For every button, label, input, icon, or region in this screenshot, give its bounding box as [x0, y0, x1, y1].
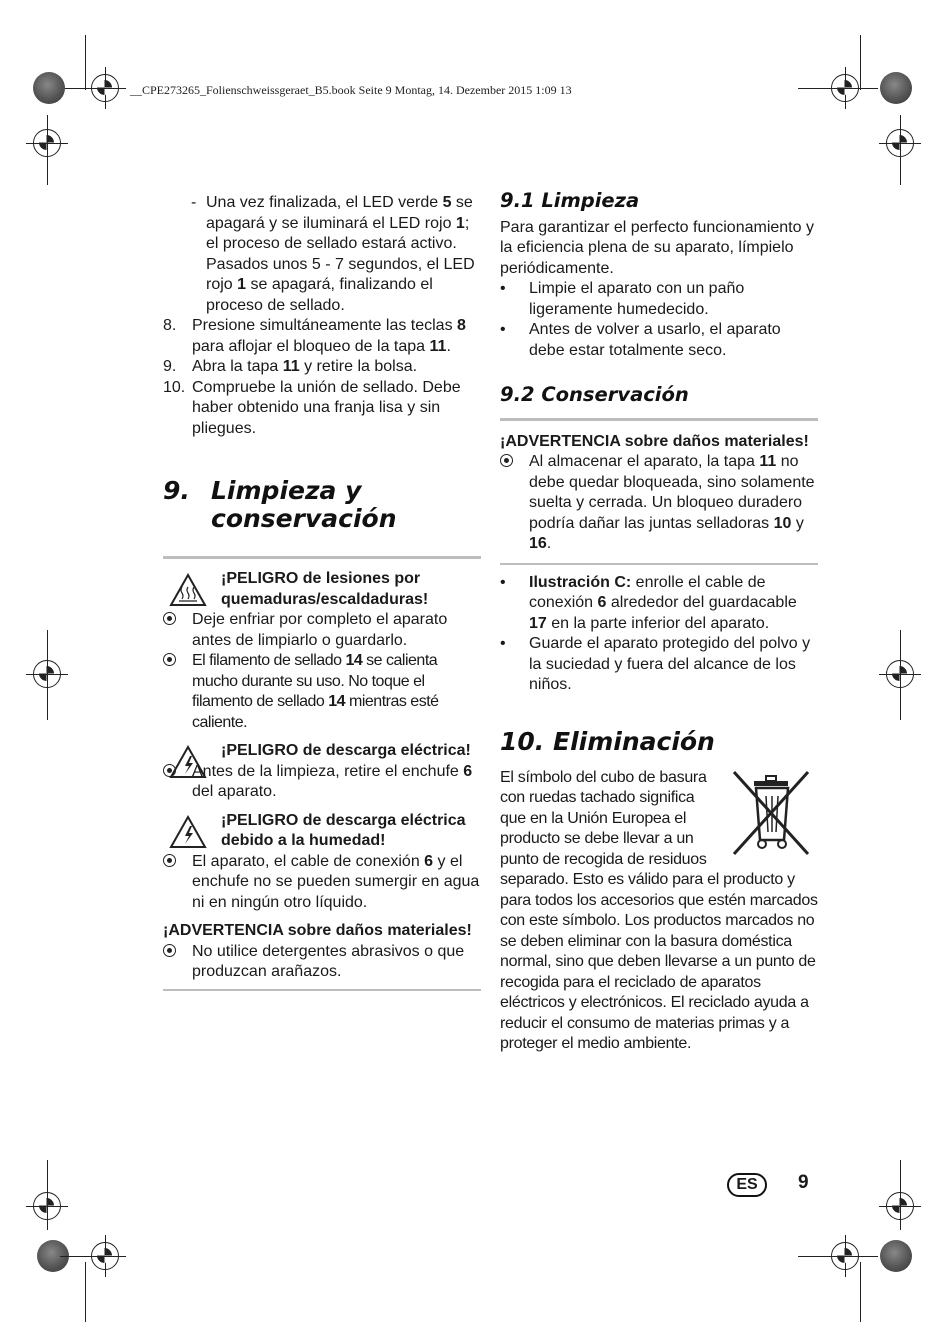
circle-bullet-icon	[163, 854, 176, 867]
step-text: Abra la tapa 11 y retire la bolsa.	[192, 358, 418, 375]
color-disk	[33, 72, 65, 104]
hot-surface-warning-icon	[169, 573, 207, 607]
disposal-block	[500, 768, 818, 1055]
section-9-1-heading: 9.1 Limpieza	[500, 189, 640, 212]
disposal-text: El símbolo del cubo de basura con ruedas tachado significa que en la Unión Europea el producto se debe llevar a un punto de recogida de residuos separado. Esto es válido para el producto y para todos los accesorios que estén marcados con este símbolo. Los productos marcados no se deben eliminar con la basura doméstica normal, sino que deben llevarse a un punto de recogida para el reciclado de aparatos eléctricos y electrónicos. El reciclado ayuda a reducir el consumo de materias primas y a proteger el medio ambiente.	[500, 768, 818, 1052]
crop-mark	[798, 1256, 878, 1257]
registration-mark	[91, 74, 119, 102]
step-item: 8. Presione simultáneamente las teclas 8 para aflojar el bloqueo de la tapa 11.	[163, 317, 466, 355]
crop-mark	[85, 35, 86, 90]
advert-item: No utilice detergentes abrasivos o que produzcan arañazos.	[163, 942, 481, 983]
advert-item: Al almacenar el aparato, la tapa 11 no debe quedar bloqueada, sino solamente suelta y cerrada. Un bloqueo duradero podría dañar las juntas selladoras 10 y 16.	[500, 452, 818, 555]
circle-bullet-icon	[500, 454, 513, 467]
crop-mark	[860, 1262, 861, 1322]
crop-mark	[860, 35, 861, 90]
advert-heading: ¡ADVERTENCIA sobre daños materiales!	[500, 432, 809, 450]
language-badge: ES	[727, 1173, 767, 1197]
step-item: 9. Abra la tapa 11 y retire la bolsa.	[163, 358, 418, 375]
circle-bullet-icon	[163, 653, 176, 666]
danger-electric-heading: ¡PELIGRO de descarga eléctrica!	[163, 741, 481, 762]
section-9-2-heading: 9.2 Conservación	[500, 383, 689, 406]
crop-mark	[47, 1160, 48, 1230]
registration-mark	[831, 74, 859, 102]
divider	[163, 989, 481, 991]
circle-bullet-icon	[163, 944, 176, 957]
section-10-heading: 10. Eliminación	[500, 726, 715, 756]
color-disk	[880, 72, 912, 104]
bullet-item: • Ilustración C: enrolle el cable de conexión 6 alrededor del guardacable 17 en la parte inferior del aparato.	[500, 573, 797, 632]
danger-item: El filamento de sellado 14 se calienta mucho durante su uso. No toque el filamento de sellado 14 mientras esté caliente.	[163, 651, 481, 733]
bullet-item: • Antes de volver a usarlo, el aparato debe estar totalmente seco.	[500, 321, 781, 359]
color-disk	[880, 1240, 912, 1272]
electric-shock-warning-icon	[169, 815, 207, 849]
danger-humidity-heading: ¡PELIGRO de descarga eléctrica debido a la humedad!	[163, 811, 481, 852]
step-text: Compruebe la unión de sellado. Debe haber obtenido una franja lisa y sin pliegues.	[192, 378, 461, 437]
danger-item: Deje enfriar por completo el aparato antes de limpiarlo o guardarlo.	[163, 610, 481, 651]
bullet-item: • Guarde el aparato protegido del polvo y la suciedad y fuera del alcance de los niños.	[500, 635, 811, 693]
crop-mark	[47, 115, 48, 185]
crop-mark	[47, 630, 48, 720]
print-header: __CPE273265_Folienschweissgeraet_B5.book Seite 9 Montag, 14. Dezember 2015 1:09 13	[130, 83, 572, 97]
circle-bullet-icon	[163, 612, 176, 625]
crop-mark	[60, 1256, 122, 1257]
danger-burn-heading: ¡PELIGRO de lesiones por quemaduras/escaldaduras!	[163, 569, 481, 610]
crop-mark	[900, 630, 901, 720]
danger-item: El aparato, el cable de conexión 6 y el enchufe no se pueden sumergir en agua ni en ningún otro líquido.	[163, 852, 481, 914]
crossed-wheelie-bin-icon	[728, 768, 814, 858]
crop-mark	[85, 1262, 86, 1322]
bullet-item: • Limpie el aparato con un paño ligeramente humedecido.	[500, 280, 745, 318]
right-column	[500, 191, 818, 1055]
page-number: 9	[798, 1172, 809, 1193]
sub-item-text: Una vez finalizada, el LED verde 5 se apagará y se iluminará el LED rojo 1; el proceso de sellado estará activo. Pasados unos 5 - 7 segundos, el LED rojo 1 se apagará, finalizando el proceso de sellado.	[206, 194, 475, 314]
circle-bullet-icon	[163, 764, 176, 777]
step-text: Presione simultáneamente las teclas 8 para aflojar el bloqueo de la tapa 11.	[192, 317, 466, 355]
crop-mark	[900, 1160, 901, 1230]
s91-intro: Para garantizar el perfecto funcionamiento y la eficiencia plena de su aparato, límpielo periódicamente.	[500, 218, 814, 277]
advert-heading: ¡ADVERTENCIA sobre daños materiales!	[163, 922, 472, 939]
danger-item: Antes de la limpieza, retire el enchufe 6 del aparato.	[163, 762, 481, 803]
left-column	[163, 193, 481, 991]
step-item: 10. Compruebe la unión de sellado. Debe haber obtenido una franja lisa y sin pliegues.	[163, 378, 461, 437]
sub-list-item: - Una vez finalizada, el LED verde 5 se apagará y se iluminará el LED rojo 1; el proceso de sellado estará activo. Pasados unos 5 - 7 segundos, el LED rojo 1 se apagará, finalizando el proceso de sellado.	[191, 194, 475, 314]
crop-mark	[900, 115, 901, 185]
section-9-heading: 9. Limpieza y conservación	[163, 476, 397, 533]
